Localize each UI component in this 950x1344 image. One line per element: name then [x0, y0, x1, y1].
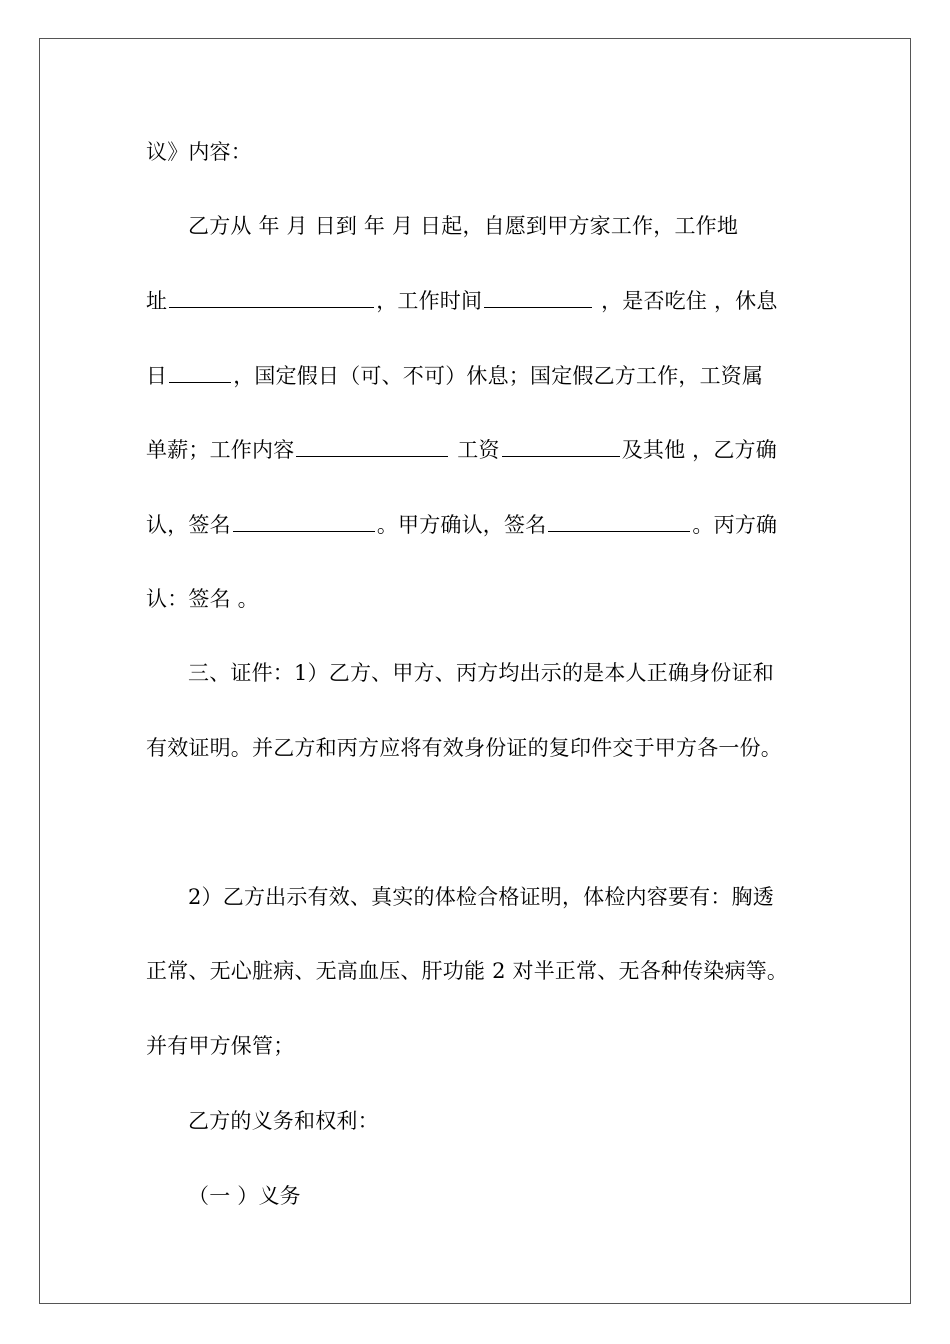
text-line-3: [146, 285, 806, 316]
text-segment: ，工作时间: [376, 289, 483, 313]
blank-field-work-time: [484, 285, 592, 308]
text-line-14: （一 ）义务: [188, 1184, 301, 1208]
blank-field-rest-day: [169, 360, 231, 383]
text-line-7: 认：签名 。: [146, 587, 259, 611]
blank-field-work-content: [296, 434, 448, 457]
text-line-6: [146, 509, 806, 540]
text-segment: 。丙方确: [692, 513, 778, 537]
text-line-8: 三、证件：1）乙方、甲方、丙方均出示的是本人正确身份证和: [188, 661, 774, 685]
blank-field-salary: [502, 434, 620, 457]
text-segment: 及其他 ，乙方确: [621, 438, 777, 462]
text-line-4: [146, 360, 806, 391]
blank-field-signature-a: [548, 509, 690, 532]
blank-field-signature-b: [233, 509, 375, 532]
text-line-13: 乙方的义务和权利：: [188, 1109, 379, 1133]
text-line-5: [146, 434, 806, 465]
text-segment: 认，签名: [146, 513, 231, 537]
text-segment: 日: [146, 364, 168, 388]
text-segment: 工资: [450, 438, 500, 462]
text-segment: ，是否吃住 ，休息: [594, 289, 778, 313]
text-segment: 单薪；工作内容: [146, 438, 295, 462]
text-segment: 址: [146, 289, 168, 313]
text-segment: ，国定假日（可、不可）休息；国定假乙方工作，工资属: [233, 364, 764, 388]
text-line-1: 议》内容：: [146, 140, 252, 164]
text-segment: 。甲方确认，签名: [376, 513, 547, 537]
text-line-11: 正常、无心脏病、无高血压、肝功能 2 对半正常、无各种传染病等。: [146, 959, 789, 983]
blank-field-address: [169, 285, 374, 308]
text-line-9: 有效证明。并乙方和丙方应将有效身份证的复印件交于甲方各一份。: [146, 736, 782, 760]
text-line-12: 并有甲方保管；: [146, 1034, 295, 1058]
text-line-10: 2）乙方出示有效、真实的体检合格证明，体检内容要有：胸透: [188, 885, 774, 909]
text-line-2: 乙方从 年 月 日到 年 月 日起，自愿到甲方家工作，工作地: [188, 214, 739, 238]
